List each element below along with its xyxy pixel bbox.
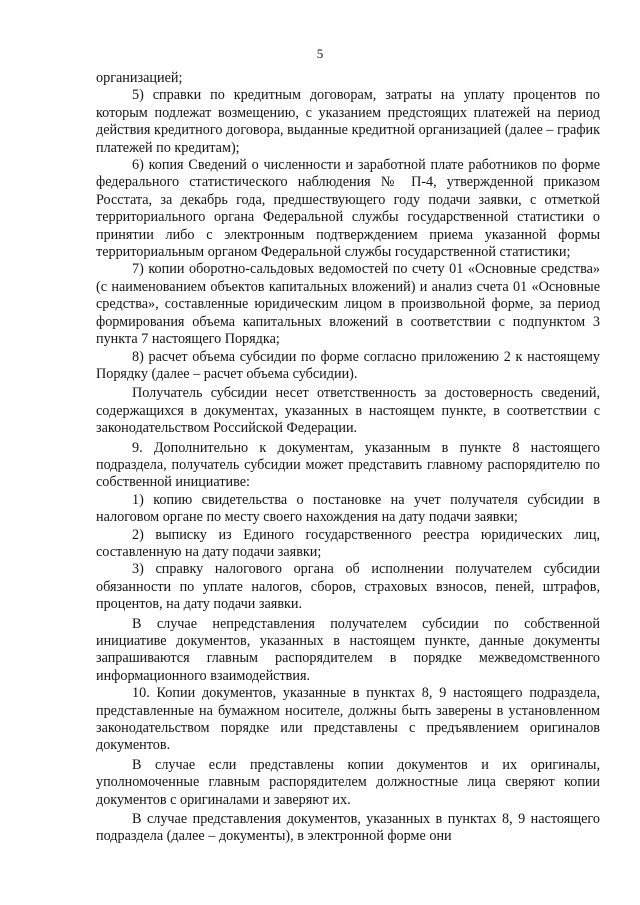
paragraph-section-10: 10. Копии документов, указанные в пунктах 8, 9 настоящего подраздела, представленные на бумажном носителе, должны быть заверены в установленном законодательством порядке или представлены с предъявлением оригиналов документов. (96, 685, 600, 754)
paragraph-organization-end: организацией; (96, 70, 183, 86)
paragraph-electronic-form: В случае представления документов, указанных в пунктах 8, 9 настоящего подраздела (далее – документы), в электронной форме они (96, 811, 600, 845)
paragraph-copies-verification: В случае если представлены копии документов и их оригиналы, уполномоченные главным распорядителем должностные лица сверяют копии документов с оригиналами и заверяют их. (96, 756, 600, 808)
paragraph-section-9-item-1: 1) копию свидетельства о постановке на учет получателя субсидии в налоговом органе по месту своего нахождения на дату подачи заявки; (96, 491, 600, 526)
paragraph-item-8-subsidy-calculation: 8) расчет объема субсидии по форме согласно приложению 2 к настоящему Порядку (далее – расчет объема субсидии). (96, 348, 600, 382)
paragraph-section-9: 9. Дополнительно к документам, указанным в пункте 8 настоящего подраздела, получатель субсидии может представить главному распорядителю по собственной инициативе: (96, 439, 600, 491)
paragraph-section-9-item-2: 2) выписку из Единого государственного реестра юридических лиц, составленную на дату подачи заявки; (96, 526, 600, 560)
paragraph-non-submission: В случае непредставления получателем субсидии по собственной инициативе документов, указанных в настоящем пункте, данные документы запрашиваются главным распорядителем в порядке межведомственного информационного взаимодействия. (96, 615, 600, 684)
paragraph-recipient-responsibility: Получатель субсидии несет ответственность за достоверность сведений, содержащихся в документах, указанных в настоящем пункте, в соответствии с законодательством Российской Федерации. (96, 385, 600, 437)
paragraph-section-9-item-3: 3) справку налогового органа об исполнении получателем субсидии обязанности по уплате налогов, сборов, страховых взносов, пеней, штрафов, процентов, на дату подачи заявки. (96, 561, 600, 613)
paragraph-item-5-credit-certificates: 5) справки по кредитным договорам, затраты на уплату процентов по которым подлежат возмещению, с указанием предстоящих платежей на период действия кредитного договора, выданные кредитной организацией (далее – график платежей по кредитам); (96, 87, 600, 156)
document-body (96, 70, 600, 846)
paragraph-item-6-employment-info: 6) копия Сведений о численности и заработной плате работников по форме федерального статистического наблюдения № П-4, утвержденной приказом Росстата, за декабрь года, предшествующего году подачи заявки, с отметкой территориального органа Федеральной службы государственной статистики о принятии либо с электронным подтверждением приема указанной формы территориальным органом Федеральной службы государственной статистики; (96, 157, 600, 261)
paragraph-item-7-balance-sheets: 7) копии оборотно-сальдовых ведомостей по счету 01 «Основные средства» (с наименованием объектов капитальных вложений) и анализ счета 01 «Основные средства», составленные юридическим лицом в произвольной форме, за период формирования объема капитальных вложений в соответствии с подпунктом 3 пункта 7 настоящего Порядка; (96, 261, 600, 348)
page-number: 5 (316, 46, 324, 61)
